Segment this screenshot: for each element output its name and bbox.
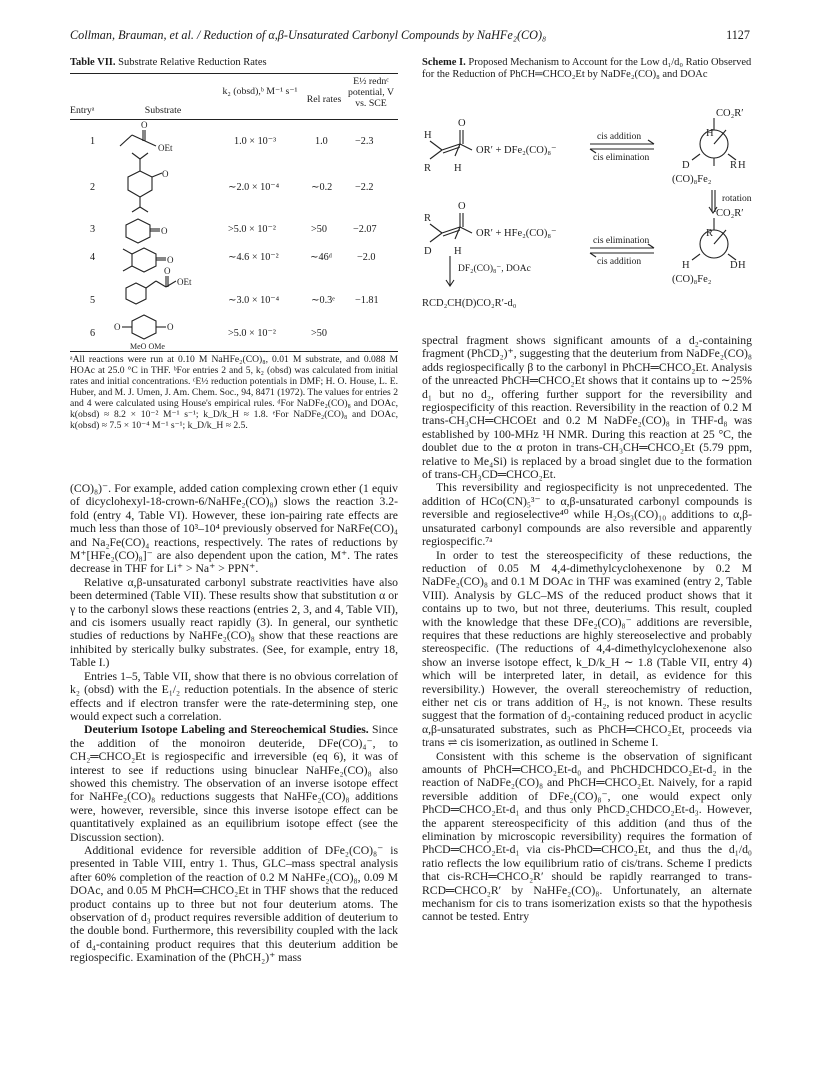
row1-oet-label: OEt — [158, 143, 173, 153]
scheme-arrow-bottom-forward: cis elimination — [593, 236, 650, 246]
top-right-h2: H — [738, 160, 746, 171]
scheme-rotation: rotation — [722, 194, 752, 204]
scheme-reagent-bottom: OR′ + HFe₂(CO)₈⁻ — [476, 228, 557, 239]
scheme-reagent-top: OR′ + DFe₂(CO)₈⁻ — [476, 145, 557, 156]
row2-entry: 2 — [90, 182, 96, 193]
table-vii — [70, 73, 398, 353]
left-paragraph-2: Relative α,β-unsaturated carbonyl substrate reactivities have also been determined (Table VII). These results show that substitution α or γ to the carbonyl slows these reactions (entries 2, 3, and 4, Table VII), and cis isomers usually react rapidly (3). In general, our synthetic studies of reductions by NaHFe₂(CO)₈ show that these reactions are inhibited by sterically bulky substrates. (See, for example, entry 18, Table I.) — [70, 575, 398, 670]
scheme-fe-top: (CO)₈Fe₂ — [672, 174, 712, 185]
right-paragraph-4: Consistent with this scheme is the observation of significant amounts of PhCH═CHCO₂Et-d₀ and PhCHDCHDCO₂Et-d₂ in the reaction of NaDFe₂(CO)₈ and PhCH═CHCO₂Et. Naively, for a rapid reversible addition of DFe₂(CO)₈⁻, one would expect only PhCD═CHCO₂Et-d₁ and thus only PhCD₂CHDCO₂Et-d₃. However, the apparent stereospecificity of this addition (and thus of the elimination by microscopic reversibility) requires the formation of PhCD═CHCO₂Et-d₁ via cis-PhCD═CHCO₂Et, and thus the d₁/d₀ ratio reflects the low equilibrium ratio of cis/trans. Scheme I predicts that cis-RCH═CHCO₂R′ should be rapidly rearranged to trans-RCD═CHCO₂R′ by NaHFe₂(CO)₈. Unfortunately, an alternate mechanism for cis to trans isomerization exists so that the hypothesis cannot be tested. Entry — [422, 749, 752, 924]
left-column — [70, 482, 398, 965]
scheme-i — [422, 108, 752, 330]
row4-oxygen-label: O — [167, 255, 174, 265]
scheme-caption — [422, 57, 752, 81]
row3-rel: >50 — [311, 224, 327, 235]
bot-right-d: D — [730, 260, 738, 271]
row4-entry: 4 — [90, 252, 96, 263]
left-paragraph-4: Since the addition of the monoiron deuteride, DFe(CO)₄⁻, to CH₂═CHCO₂Et is regiospecific and irreversible (eq 6), it was of interest to see if reductions using binuclear NaHFe₂(CO)₈ also showed this chemistry. The observation of an inverse isotope effect for NaHFe₂(CO)₈ reductions suggests that NaHFe₂(CO)₈ additions were, however, reversible, since this inverse isotope effect can be quantitatively explained as an equilibrium isotope effect (see the Discussion section). — [70, 723, 398, 844]
header-title: Collman, Brauman, et al. / Reduction of α,β-Unsaturated Carbonyl Compounds by NaHFe₂(CO)₈ — [70, 28, 547, 42]
row3-oxygen-label: O — [161, 226, 168, 236]
col-header-substrate: Substrate — [144, 105, 182, 116]
row6-left-oxygen-label: O — [114, 322, 121, 332]
left-paragraph-1: (CO)₈)⁻. For example, added cation complexing crown ether (1 equiv of dicyclohexyl-18-crown-6/NaHFe₂(CO)₈) slows the reaction 3.2-fold (entry 4, Table VI). However, these ion-pairing rate effects are much less than those of 10³–10⁴ previously observed for NaRFe(CO)₄ and Na₂Fe(CO)₄ reactions, respectively. The rates of reductions by M⁺[HFe₂(CO)₈]⁻ are also dependent upon the cation, M⁺. The rates decrease in THF for Li⁺ > Na⁺ > PPN⁺. — [70, 482, 398, 576]
row4-e: −2.0 — [357, 252, 376, 263]
col-header-k2: k₂ (obsd),ᵇ M⁻¹ s⁻¹ — [222, 86, 298, 97]
row5-rel: ∼0.3ᵉ — [311, 295, 335, 306]
col-header-entry: Entryᵃ — [70, 105, 95, 116]
bot-r: R — [424, 213, 432, 224]
row1-k2: 1.0 × 10⁻³ — [234, 136, 277, 147]
row3-entry: 3 — [90, 224, 96, 235]
col-header-rel: Rel rates — [306, 94, 342, 105]
row1-oxygen-label: O — [141, 120, 148, 130]
bot-right-h: H — [682, 260, 690, 271]
bot-h: H — [454, 246, 462, 257]
right-paragraph-3: In order to test the stereospecificity of these reductions, the reduction of 0.05 M 4,4-dimethylcyclohexenone by 0.2 M NaDFe₂(CO)₈ and 0.1 M DOAc in THF was examined (entry 2, Table VIII). Analysis by GLC–MS of the reduced product shows that it contains up to two, but not three, deuteriums. This result, coupled with the knowledge that these DFe₂(CO)₈⁻ additions are reversible, requires that these reductions are highly stereoselective and probably stereospecific. (The reductions of 4,4-dimethylcyclohexenone also show an inverse isotope effect, k_D/k_H ∼ 1.8 (Table VII, entry 4) which will be interpreted later, in detail, as evidence for this reversibility.) However, the overall stereochemistry of reduction, either net cis or trans addition of H₂, is not known. These results suggest that the formation of d₃-containing reduced product in acyclic α,β-unsaturated substrates, such as PhCH═CHCO₂Et, proceeds via trans ⇌ cis isomerization, as outlined in Scheme I. — [422, 548, 752, 750]
top-right-h: H — [706, 128, 714, 139]
bot-right-h2: H — [738, 260, 746, 271]
section-heading: Deuterium Isotope Labeling and Stereochemical Studies. — [84, 723, 369, 737]
row6-right-oxygen-label: O — [167, 322, 174, 332]
scheme-caption-text: Proposed Mechanism to Account for the Low d₁/d₀ Ratio Observed for the Reduction of PhCH═CHCO₂Et by NaDFe₂(CO)₈ and DOAc — [422, 57, 752, 80]
row6-meo-label: MeO OMe — [130, 342, 165, 351]
row5-oxygen-label: O — [164, 266, 171, 276]
row2-k2: ∼2.0 × 10⁻⁴ — [228, 182, 280, 193]
row5-k2: ∼3.0 × 10⁻⁴ — [228, 295, 280, 306]
right-paragraph-1: spectral fragment shows significant amounts of a d₂-containing fragment (PhCD₂)⁺, suggesting that the deuterium from NaDFe₂(CO)₈ adds regiospecifically β to the carbonyl in PhCH═CHCO₂Et. Analysis of the unreacted PhCH═CHCO₂Et shows that it contains up to ∼25% d₁ but no d₂, offering further support for the reversibility and regiospecificity of this reaction. Reversibility in the reaction of 0.2 M trans-CH₃CH═CHCOEt and 0.2 M NaDFe₂(CO)₈ in THF-d₈ was established by 100-MHz ¹H NMR. During this reaction at 25 °C, the doublet due to the α proton in trans-CH₃CH═CHCO₂Et (5.79 ppm, relative to Me₄Si) is replaced by a broad singlet due to the formation of trans-CH₃CD═CHCO₂Et. — [422, 334, 752, 482]
page-number: 1127 — [726, 28, 750, 42]
right-column — [422, 334, 752, 924]
scheme-co2r-bottom: CO₂R′ — [716, 208, 744, 219]
top-right-r: R — [730, 160, 738, 171]
bot-d: D — [424, 246, 432, 257]
row6-k2: >5.0 × 10⁻² — [228, 328, 276, 339]
bot-right-r: R — [706, 228, 714, 239]
row6-rel: >50 — [311, 328, 327, 339]
row2-oxygen-label: O — [162, 169, 169, 179]
row3-e: −2.07 — [353, 224, 377, 235]
row1-entry: 1 — [90, 136, 96, 147]
scheme-caption-label: Scheme I. — [422, 57, 466, 68]
scheme-arrow-bottom-reverse: cis addition — [597, 257, 642, 267]
substrate-structures — [70, 73, 398, 353]
running-header — [70, 28, 750, 46]
top-r: R — [424, 163, 432, 174]
scheme-arrow-top-forward: cis addition — [597, 132, 642, 142]
row2-rel: ∼0.2 — [311, 182, 333, 193]
row5-oet-label: OEt — [177, 277, 192, 287]
right-paragraph-2: This reversibility and regiospecificity is not unprecedented. The addition of HCo(CN)₅³⁻ to α,β-unsaturated carbonyl compounds is reversible and regioselective⁴⁰ while H₂Os₃(CO)₁₀ additions to α,β-unsaturated carbonyl compounds are also reversible and apparently regiospecific.⁷ᵃ — [422, 481, 752, 549]
table-footnotes: ᵃAll reactions were run at 0.10 M NaHFe₂(CO)₈, 0.01 M substrate, and 0.088 M HOAc at 25.0 °C in THF. ᵇFor entries 2 and 5, k₂ (obsd) was calculated from initial rates and initial concentrations. ᶜE½ reduction potentials in DMF; H. O. House, L. E. Huber, and M. J. Umen, J. Am. Chem. Soc., 94, 8471 (1972). The values for entries 2 and 4 were calculated using House's empirical rules. ᵈFor NaDFe₂(CO)₈ and DOAc, k(obsd) ≈ 8.2 × 10⁻² M⁻¹ s⁻¹; k_D/k_H ≈ 1.8. ᵉFor NaDFe₂(CO)₈ and DOAc, k(obsd) ≈ 7.5 × 10⁻⁴ M⁻¹ s⁻¹; k_D/k_H ≈ 2.5. — [70, 354, 398, 431]
top-h1: H — [424, 130, 432, 141]
row5-e: −1.81 — [355, 295, 379, 306]
scheme-down-reagent: DF₂(CO)₈⁻, DOAc — [458, 264, 531, 274]
table-caption-text: Substrate Relative Reduction Rates — [118, 57, 267, 68]
row4-k2: ∼4.6 × 10⁻² — [228, 252, 279, 263]
scheme-arrow-top-reverse: cis elimination — [593, 153, 650, 163]
table-caption — [70, 57, 398, 69]
row3-k2: >5.0 × 10⁻² — [228, 224, 276, 235]
top-right-d: D — [682, 160, 690, 171]
col-header-e: E½ rednᶜ potential, V vs. SCE — [347, 76, 395, 109]
scheme-drawing — [422, 108, 752, 330]
bot-o: O — [458, 201, 466, 212]
top-o: O — [458, 118, 466, 129]
top-h2: H — [454, 163, 462, 174]
left-paragraph-5: Additional evidence for reversible addition of DFe₂(CO)₈⁻ is presented in Table VIII, entry 1. Thus, GLC–mass spectral analysis after 60% completion of the reaction of 0.2 M NaHFe₂(CO)₈, 0.09 M DOAc, and 0.05 M PhCH═CHCO₂Et in THF shows that the reduced product contains up to three but not four deuterium atoms. The observation of d₃ product requires reversible addition of deuterium to the double bond. Furthermore, this reversibility coupled with the lack of d₄-containing product requires that this deuterium addition be regiospecific. Examination of the (PhCH₂)⁺ mass — [70, 843, 398, 965]
table-bottom-rule — [70, 351, 398, 352]
row1-rel: 1.0 — [315, 136, 328, 147]
scheme-product: RCD₂CH(D)CO₂R′-d₀ — [422, 298, 517, 309]
scheme-fe-bottom: (CO)₈Fe₂ — [672, 274, 712, 285]
row4-rel: ∼46ᵈ — [310, 252, 332, 263]
left-paragraph-3: Entries 1–5, Table VII, show that there is no obvious correlation of k₂ (obsd) with the E₁/₂ reduction potentials. In the absence of steric effects and if electron transfer were the rate-determining step, one would expect such a correlation. — [70, 669, 398, 723]
row1-e: −2.3 — [355, 136, 374, 147]
row2-e: −2.2 — [355, 182, 374, 193]
row6-entry: 6 — [90, 328, 96, 339]
table-caption-label: Table VII. — [70, 57, 116, 68]
row5-entry: 5 — [90, 295, 96, 306]
scheme-co2r-top: CO₂R′ — [716, 108, 744, 119]
